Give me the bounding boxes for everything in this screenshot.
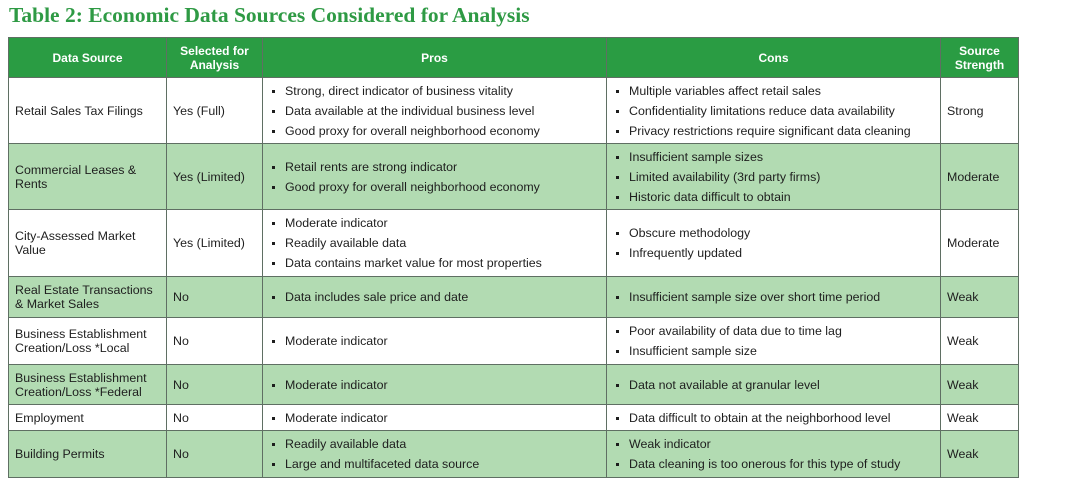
pros-item: Retail rents are strong indicator xyxy=(269,157,602,177)
data-source-cell: Employment xyxy=(9,405,167,431)
pros-cell xyxy=(263,78,607,144)
header-row xyxy=(9,38,1019,78)
table-row xyxy=(9,144,1019,210)
pros-item: Readily available data xyxy=(269,233,602,253)
cons-item: Confidentiality limitations reduce data availability xyxy=(613,101,936,121)
pros-cell xyxy=(263,431,607,478)
pros-item: Good proxy for overall neighborhood economy xyxy=(269,177,602,197)
cons-item: Insufficient sample size over short time period xyxy=(613,287,936,307)
header-data-source: Data Source xyxy=(9,38,167,78)
table-row xyxy=(9,210,1019,277)
cons-item: Obscure methodology xyxy=(613,223,936,243)
pros-item: Data includes sale price and date xyxy=(269,287,602,307)
pros-item: Good proxy for overall neighborhood economy xyxy=(269,121,602,141)
table-title: Table 2: Economic Data Sources Considered for Analysis xyxy=(9,3,530,27)
data-source-cell: Business Establishment Creation/Loss *Local xyxy=(9,318,167,365)
data-source-cell: City-Assessed Market Value xyxy=(9,210,167,277)
pros-item: Moderate indicator xyxy=(269,408,602,428)
data-source-cell: Business Establishment Creation/Loss *Federal xyxy=(9,365,167,405)
cons-item: Infrequently updated xyxy=(613,243,936,263)
cons-item: Historic data difficult to obtain xyxy=(613,187,936,207)
strength-cell: Strong xyxy=(941,78,1019,144)
cons-cell xyxy=(607,365,941,405)
pros-item: Moderate indicator xyxy=(269,331,602,351)
data-source-cell: Building Permits xyxy=(9,431,167,478)
pros-item: Moderate indicator xyxy=(269,213,602,233)
data-source-cell: Real Estate Transactions & Market Sales xyxy=(9,277,167,318)
selected-cell: No xyxy=(167,365,263,405)
pros-cell xyxy=(263,277,607,318)
table-row xyxy=(9,277,1019,318)
data-source-cell: Retail Sales Tax Filings xyxy=(9,78,167,144)
selected-cell: No xyxy=(167,405,263,431)
pros-item: Readily available data xyxy=(269,434,602,454)
pros-item: Data contains market value for most properties xyxy=(269,253,602,273)
cons-item: Limited availability (3rd party firms) xyxy=(613,167,936,187)
strength-cell: Moderate xyxy=(941,144,1019,210)
cons-cell xyxy=(607,210,941,277)
strength-cell: Weak xyxy=(941,318,1019,365)
strength-cell: Moderate xyxy=(941,210,1019,277)
selected-cell: Yes (Limited) xyxy=(167,210,263,277)
header-selected: Selected for Analysis xyxy=(167,38,263,78)
header-strength: Source Strength xyxy=(941,38,1019,78)
selected-cell: No xyxy=(167,431,263,478)
table-row xyxy=(9,78,1019,144)
pros-cell xyxy=(263,144,607,210)
pros-cell xyxy=(263,405,607,431)
table-row xyxy=(9,405,1019,431)
header-cons: Cons xyxy=(607,38,941,78)
cons-item: Insufficient sample size xyxy=(613,341,936,361)
table-row xyxy=(9,431,1019,478)
table-row xyxy=(9,365,1019,405)
cons-item: Data difficult to obtain at the neighborhood level xyxy=(613,408,936,428)
pros-cell xyxy=(263,318,607,365)
cons-item: Multiple variables affect retail sales xyxy=(613,81,936,101)
cons-cell xyxy=(607,318,941,365)
strength-cell: Weak xyxy=(941,405,1019,431)
pros-cell xyxy=(263,365,607,405)
cons-item: Data not available at granular level xyxy=(613,375,936,395)
cons-item: Poor availability of data due to time lag xyxy=(613,321,936,341)
cons-cell xyxy=(607,78,941,144)
cons-item: Insufficient sample sizes xyxy=(613,147,936,167)
pros-item: Strong, direct indicator of business vitality xyxy=(269,81,602,101)
selected-cell: Yes (Full) xyxy=(167,78,263,144)
strength-cell: Weak xyxy=(941,431,1019,478)
selected-cell: No xyxy=(167,277,263,318)
pros-item: Moderate indicator xyxy=(269,375,602,395)
table-row xyxy=(9,318,1019,365)
cons-item: Weak indicator xyxy=(613,434,936,454)
header-pros: Pros xyxy=(263,38,607,78)
pros-item: Large and multifaceted data source xyxy=(269,454,602,474)
selected-cell: No xyxy=(167,318,263,365)
cons-cell xyxy=(607,277,941,318)
selected-cell: Yes (Limited) xyxy=(167,144,263,210)
cons-cell xyxy=(607,405,941,431)
cons-cell xyxy=(607,144,941,210)
cons-cell xyxy=(607,431,941,478)
data-sources-table xyxy=(8,37,1019,478)
cons-item: Privacy restrictions require significant data cleaning xyxy=(613,121,936,141)
pros-item: Data available at the individual business level xyxy=(269,101,602,121)
cons-item: Data cleaning is too onerous for this type of study xyxy=(613,454,936,474)
pros-cell xyxy=(263,210,607,277)
strength-cell: Weak xyxy=(941,277,1019,318)
data-source-cell: Commercial Leases & Rents xyxy=(9,144,167,210)
strength-cell: Weak xyxy=(941,365,1019,405)
